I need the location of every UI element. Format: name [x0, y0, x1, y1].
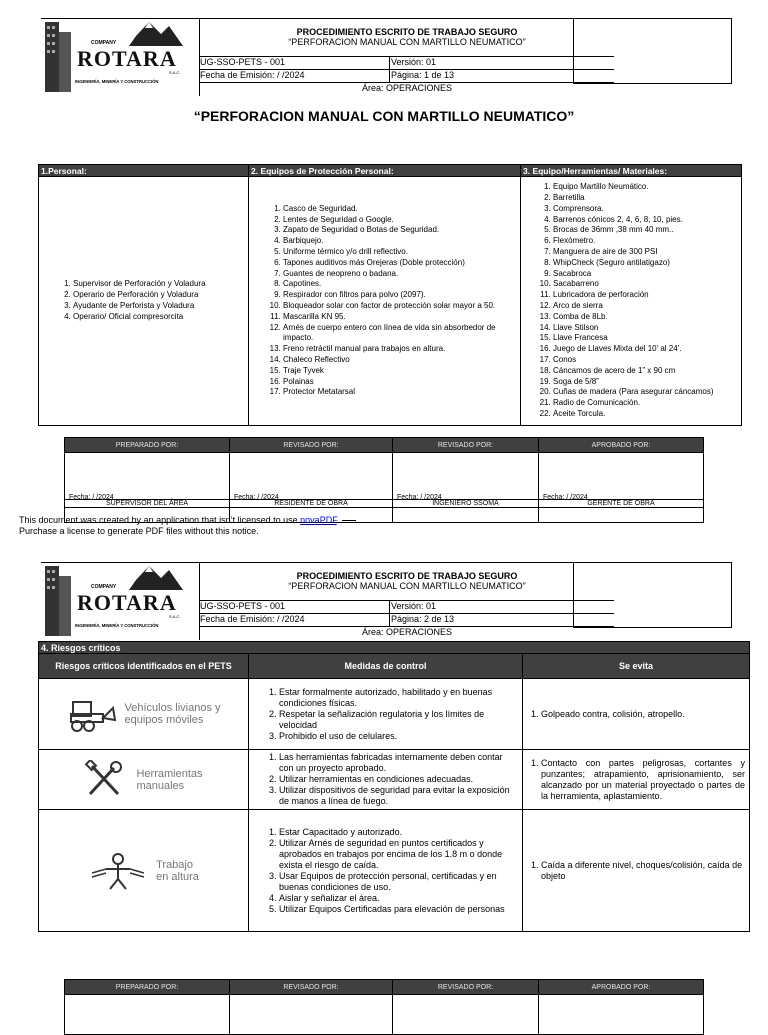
equipment-item: 22. Aceite Torcula.: [553, 409, 741, 420]
personal-item: 2. Operario de Perforación y Voladura: [73, 290, 248, 301]
vehicle-icon: [67, 694, 117, 734]
svg-text:INGENIERÍA, MINERÍA Y CONSTRUC: INGENIERÍA, MINERÍA Y CONSTRUCCIÓN: [75, 623, 159, 628]
risk-cell-tools: [39, 750, 249, 810]
svg-text:ROTARA: ROTARA: [77, 46, 177, 71]
signature-header: REVISADO POR:: [393, 438, 539, 453]
equipment-item: 5. Brocas de 36mm ,38 mm 40 mm..: [553, 225, 741, 236]
tools-icon: [84, 760, 128, 800]
controls-cell: [249, 810, 523, 932]
worker-height-icon: [88, 851, 148, 891]
resources-table: [38, 164, 742, 426]
epp-item: 7. Guantes de neopreno o badana.: [283, 269, 516, 280]
control-item: 1. Estar Capacitado y autorizado.: [279, 827, 516, 838]
signature-cell: [230, 995, 393, 1035]
control-item: 2. Respetar la señalización regulatoria y los límites de velocidad: [279, 709, 516, 731]
emission-date-2: Fecha de Emisión: / /2024: [200, 614, 305, 624]
equipment-item: 7. Manguera de aire de 300 PSI: [553, 247, 741, 258]
signature-date: Fecha: / /2024: [397, 494, 442, 501]
avoids-cell: [523, 750, 750, 810]
epp-item: 5. Uniforme térmico y/o drill reflectivo.: [283, 247, 516, 258]
control-item: 5. Utilizar Equipos Certificadas para elevación de personas: [279, 904, 516, 915]
epp-item: 4. Barbiquejo.: [283, 236, 516, 247]
equipment-item: 20. Cuñas de madera (Para asegurar cáncamos): [553, 387, 741, 398]
doc-version: Versión: 01: [391, 57, 437, 67]
signature-date: Fecha: / /2024: [234, 494, 279, 501]
equipment-item: 3. Comprensora.: [553, 204, 741, 215]
risk-label: Vehículos livianos y: [124, 702, 221, 714]
page-number: Página: 1 de 13: [391, 70, 455, 80]
header-title-2: PROCEDIMIENTO ESCRITO DE TRABAJO SEGURO: [296, 571, 518, 581]
controls-list: [249, 827, 522, 915]
equipment-item: 10. Sacabarreno: [553, 279, 741, 290]
risk-label: Trabajo: [156, 858, 193, 871]
svg-text:COMPANY: COMPANY: [91, 40, 117, 46]
section4-title: 4. Riesgos críticos: [39, 642, 750, 654]
controls-cell: [249, 750, 523, 810]
header-right-box: [573, 18, 732, 84]
company-logo-2: [41, 562, 200, 640]
signature-cell: [230, 453, 393, 523]
personal-item: 1. Supervisor de Perforación y Voladura: [73, 279, 248, 290]
signature-date: Fecha: / /2024: [69, 494, 114, 501]
signature-role: SUPERVISOR DEL ÁREA: [65, 499, 229, 508]
page2-header: [41, 562, 599, 640]
equipment-item: 2. Barretilla: [553, 193, 741, 204]
avoids-list: [523, 709, 749, 720]
equipment-item: 12. Arco de sierra: [553, 301, 741, 312]
notice-text: This document was created by an application that isn’t licensed to use: [19, 515, 301, 525]
company-logo: [41, 18, 200, 96]
signature-cell: [65, 995, 230, 1035]
epp-item: 16. Polainas: [283, 377, 516, 388]
risk-cell-vehicles: [39, 679, 249, 750]
personal-item: 4. Operario/ Oficial compresorcita: [73, 312, 248, 323]
signature-role: RESIDENTE DE OBRA: [230, 499, 392, 508]
control-item: 2. Utilizar herramientas en condiciones adecuadas.: [279, 774, 516, 785]
equipment-item: 13. Comba de 8Lb.: [553, 312, 741, 323]
equipment-item: 16. Juego de Llaves Mixta del 10’ al 24’.: [553, 344, 741, 355]
personal-item: 3. Ayudante de Perforista y Voladura: [73, 301, 248, 312]
controls-cell: [249, 679, 523, 750]
epp-item: 13. Freno retráctil manual para trabajos en altura.: [283, 344, 516, 355]
control-item: 4. Aislar y señalizar el área.: [279, 893, 516, 904]
risks-col-header: Riesgos críticos identificados en el PETS: [39, 654, 249, 679]
svg-text:S.A.C.: S.A.C.: [169, 614, 181, 619]
avoids-cell: [523, 810, 750, 932]
avoids-col-header: Se evita: [523, 654, 750, 679]
controls-list: [249, 687, 522, 742]
doc-code-2: UG-SSO-PETS - 001: [200, 601, 286, 611]
epp-item: 3. Zapato de Seguridad o Botas de Seguridad.: [283, 225, 516, 236]
risk-label: equipos móviles: [124, 714, 204, 726]
equipment-item: 9. Sacabroca: [553, 269, 741, 280]
signature-cell: [539, 453, 704, 523]
doc-version-2: Versión: 01: [391, 601, 437, 611]
avoid-item: 1. Golpeado contra, colisión, atropello.: [541, 709, 745, 720]
critical-risks-table: [38, 641, 750, 932]
signature-date: Fecha: / /2024: [543, 494, 588, 501]
risk-label: en altura: [156, 870, 199, 883]
controls-list: [249, 752, 522, 807]
signature-role: GERENTE DE OBRA: [539, 499, 703, 508]
epp-item: 10. Bloqueador solar con factor de protección solar mayor a 50.: [283, 301, 516, 312]
equipment-item: 1. Equipo Martillo Neumático.: [553, 182, 741, 193]
header-subtitle: “PERFORACION MANUAL CON MARTILLO NEUMATICO”: [288, 37, 526, 47]
page1-header: [41, 18, 599, 96]
epp-item: 15. Traje Tyvek: [283, 366, 516, 377]
personal-list: [39, 279, 248, 322]
notice-period: .: [336, 515, 340, 525]
signature-header: APROBADO POR:: [539, 438, 704, 453]
signature-header: REVISADO POR:: [230, 980, 393, 995]
epp-item: 6. Tapones auditivos más Orejeras (Doble protección): [283, 258, 516, 269]
equipment-item: 15. Llave Francesa: [553, 333, 741, 344]
signature-role: INGENIERO SSOMA: [393, 499, 538, 508]
epp-list: [249, 204, 520, 398]
avoids-cell: [523, 679, 750, 750]
header-area: Área: OPERACIONES: [200, 82, 614, 93]
signature-header: PREPARADO POR:: [65, 980, 230, 995]
equipment-item: 18. Cáncamos de acero de 1” x 90 cm: [553, 366, 741, 377]
epp-header: 2. Equipos de Protección Personal:: [249, 165, 521, 177]
control-item: 1. Las herramientas fabricadas internamente deben contar con un proyecto aprobado.: [279, 752, 516, 774]
control-item: 2. Utilizar Arnés de seguridad en puntos certificados y aprobados en trabajos por encima de los 1.8 m o donde exista el riesgo de caída.: [279, 838, 516, 871]
signature-header: PREPARADO POR:: [65, 438, 230, 453]
signature-table: [64, 437, 704, 523]
avoid-item: 1. Caída a diferente nivel, choques/colisión, caída de objeto: [541, 860, 745, 882]
doc-code: UG-SSO-PETS - 001: [200, 57, 286, 67]
epp-item: 1. Casco de Seguridad.: [283, 204, 516, 215]
control-item: 3. Usar Equipos de protección personal, certificadas y en buenas condiciones de uso.: [279, 871, 516, 893]
equipment-item: 8. WhipCheck (Seguro antilatigazo): [553, 258, 741, 269]
signature-header: APROBADO POR:: [539, 980, 704, 995]
document-title: “PERFORACION MANUAL CON MARTILLO NEUMATICO”: [193, 108, 575, 124]
control-item: 1. Estar formalmente autorizado, habilitado y en buenas condiciones físicas.: [279, 687, 516, 709]
header-right-box-2: [573, 562, 732, 628]
svg-text:COMPANY: COMPANY: [91, 584, 117, 590]
avoids-list: [523, 758, 749, 802]
equipment-cell: [521, 177, 742, 426]
equipment-item: 17. Conos: [553, 355, 741, 366]
equipment-item: 19. Soga de 5/8”: [553, 377, 741, 388]
avoids-list: [523, 860, 749, 882]
epp-item: 2. Lentes de Seguridad o Google.: [283, 215, 516, 226]
control-item: 3. Utilizar dispositivos de seguridad para evitar la exposición de manos a línea de fuego.: [279, 785, 516, 807]
svg-text:INGENIERÍA, MINERÍA Y CONSTRUC: INGENIERÍA, MINERÍA Y CONSTRUCCIÓN: [75, 79, 159, 84]
epp-item: 14. Chaleco Reflectivo: [283, 355, 516, 366]
emission-date: Fecha de Emisión: / /2024: [200, 70, 305, 80]
equipment-item: 14. Llave Stilson: [553, 323, 741, 334]
page-number-2: Página: 2 de 13: [391, 614, 455, 624]
equipment-list: [521, 182, 741, 420]
risk-cell-height: [39, 810, 249, 932]
avoid-item: 1. Contacto con partes peligrosas, cortantes y punzantes; atrapamiento, aprisionamiento, ser alcanzado por un material proyectado o partes de la herramienta, aplastamiento.: [541, 758, 745, 802]
signature-cell: [393, 453, 539, 523]
equipment-item: 6. Flexómetro.: [553, 236, 741, 247]
risk-label: Herramientas: [136, 767, 203, 780]
epp-item: 9. Respirador con filtros para polvo (2097).: [283, 290, 516, 301]
epp-cell: [249, 177, 521, 426]
novapdf-link[interactable]: novaPDF: [300, 515, 337, 525]
equipment-header: 3. Equipo/Herramientas/ Materiales:: [521, 165, 742, 177]
signature-header: REVISADO POR:: [393, 980, 539, 995]
signature-table-2: [64, 979, 704, 1035]
risk-label: manuales: [136, 779, 185, 792]
header-title: PROCEDIMIENTO ESCRITO DE TRABAJO SEGURO: [296, 27, 518, 37]
signature-cell: [65, 453, 230, 523]
svg-text:ROTARA: ROTARA: [77, 590, 177, 615]
signature-cell: [393, 995, 539, 1035]
epp-item: 12. Arnés de cuerpo entero con línea de vida sin absorbedor de impacto.: [283, 323, 516, 345]
controls-col-header: Medidas de control: [249, 654, 523, 679]
header-area-2: Área: OPERACIONES: [200, 626, 614, 637]
notice-line2: Purchase a license to generate PDF files without this notice.: [19, 526, 259, 536]
epp-item: 8. Capotines.: [283, 279, 516, 290]
personal-header: 1.Personal:: [39, 165, 249, 177]
epp-item: 11. Mascarilla KN 95.: [283, 312, 516, 323]
signature-cell: [539, 995, 704, 1035]
control-item: 3. Prohibido el uso de celulares.: [279, 731, 516, 742]
equipment-item: 4. Barrenos cónicos 2, 4, 6, 8, 10, pies.: [553, 215, 741, 226]
equipment-item: 21. Radio de Comunicación.: [553, 398, 741, 409]
svg-text:S.A.C.: S.A.C.: [169, 70, 181, 75]
license-notice: [19, 515, 356, 537]
signature-header: REVISADO POR:: [230, 438, 393, 453]
personal-cell: [39, 177, 249, 426]
equipment-item: 11. Lubricadora de perforación: [553, 290, 741, 301]
epp-item: 17. Protector Metatarsal: [283, 387, 516, 398]
header-subtitle-2: “PERFORACION MANUAL CON MARTILLO NEUMATICO”: [288, 581, 526, 591]
